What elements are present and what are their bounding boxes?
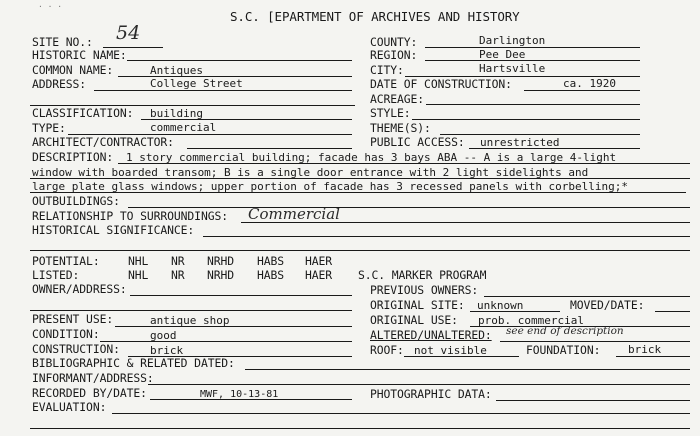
- listed-nr: NR: [171, 268, 185, 282]
- bibliographic-label: BIBLIOGRAPHIC & RELATED DATED:: [32, 356, 235, 370]
- description-line-3: large plate glass windows; upper portion of facade has 3 recessed panels with corbelling;*: [32, 180, 629, 193]
- altered-label: ALTERED/UNALTERED:: [370, 328, 492, 342]
- potential-nr: NR: [171, 254, 185, 268]
- type-value: commercial: [150, 121, 217, 134]
- date-value: ca. 1920: [563, 77, 616, 90]
- listed-label: LISTED:: [32, 268, 80, 282]
- description-underline-2: [30, 178, 690, 179]
- bibliographic-underline: [245, 369, 690, 370]
- public-access-label: PUBLIC ACCESS:: [370, 135, 465, 149]
- potential-haer: HAER: [305, 254, 333, 268]
- previous-owners-underline: [484, 296, 690, 297]
- relationship-value: Commercial: [248, 205, 340, 223]
- informant-underline: [148, 384, 690, 385]
- acreage-underline: [426, 104, 640, 105]
- recorded-value: MWF, 10-13-81: [200, 389, 279, 400]
- description-line-2: window with boarded transom; B is a single door entrance with 2 light sidelights and: [32, 166, 589, 179]
- foundation-label: FOUNDATION:: [526, 343, 601, 357]
- roof-underline: [404, 356, 519, 357]
- previous-owners-label: PREVIOUS OWNERS:: [370, 283, 479, 297]
- architect-label: ARCHITECT/CONTRACTOR:: [32, 135, 174, 149]
- potential-nrhd: NRHD: [207, 254, 235, 268]
- marker-program-label: S.C. MARKER PROGRAM: [358, 268, 487, 282]
- style-label: STYLE:: [370, 106, 411, 120]
- roof-label: ROOF:: [370, 343, 404, 357]
- listed-nrhd: NRHD: [207, 268, 235, 282]
- date-label: DATE OF CONSTRUCTION:: [370, 77, 512, 91]
- potential-habs: HABS: [257, 254, 285, 268]
- themes-label: THEME(S):: [370, 121, 431, 135]
- form-header: S.C. [EPARTMENT OF ARCHIVES AND HISTORY: [230, 9, 520, 24]
- condition-label: CONDITION:: [32, 327, 100, 341]
- owner-underline: [130, 295, 352, 296]
- classification-underline: [141, 119, 352, 120]
- owner-underline-2: [30, 310, 352, 311]
- original-site-underline: [470, 311, 560, 312]
- original-site-label: ORIGINAL SITE:: [370, 298, 465, 312]
- significance-underline-2: [30, 250, 690, 251]
- scan-speck: · · ·: [38, 2, 63, 11]
- original-use-label: ORIGINAL USE:: [370, 313, 458, 327]
- city-label: CITY:: [370, 63, 404, 77]
- site-no-value: 54: [116, 22, 141, 44]
- listed-habs: HABS: [257, 268, 285, 282]
- owner-label: OWNER/ADDRESS:: [32, 282, 127, 296]
- date-underline: [524, 90, 640, 91]
- significance-underline: [203, 236, 690, 237]
- county-label: COUNTY:: [370, 35, 418, 49]
- present-use-underline: [115, 326, 352, 327]
- altered-value: see end of description: [506, 325, 624, 337]
- public-access-underline: [469, 148, 640, 149]
- outbuildings-underline: [128, 207, 690, 208]
- style-underline: [412, 119, 640, 120]
- description-underline-3: [30, 192, 686, 193]
- recorded-underline: [150, 399, 352, 400]
- informant-label: INFORMANT/ADDRESS:: [32, 371, 154, 385]
- listed-haer: HAER: [305, 268, 333, 282]
- condition-value: good: [150, 329, 177, 342]
- region-label: REGION:: [370, 48, 418, 62]
- construction-label: CONSTRUCTION:: [32, 342, 120, 356]
- description-label: DESCRIPTION:: [32, 150, 114, 164]
- present-use-value: antique shop: [150, 314, 230, 327]
- significance-label: HISTORICAL SIGNIFICANCE:: [32, 223, 195, 237]
- relationship-label: RELATIONSHIP TO SURROUNDINGS:: [32, 209, 228, 223]
- relationship-underline: [241, 222, 690, 223]
- condition-underline: [100, 341, 352, 342]
- county-value: Darlington: [479, 34, 546, 47]
- site-no-label: SITE NO.:: [32, 35, 93, 49]
- outbuildings-label: OUTBUILDINGS:: [32, 194, 120, 208]
- address-underline: [94, 90, 352, 91]
- classification-label: CLASSIFICATION:: [32, 106, 134, 120]
- common-name-value: Antiques: [150, 64, 203, 77]
- classification-value: building: [150, 107, 203, 120]
- type-label: TYPE:: [32, 121, 66, 135]
- themes-underline: [440, 134, 640, 135]
- altered-underline: [500, 341, 690, 342]
- foundation-underline: [616, 356, 690, 357]
- recorded-label: RECORDED BY/DATE:: [32, 386, 147, 400]
- construction-value: brick: [150, 344, 184, 357]
- historic-name-label: HISTORIC NAME:: [32, 48, 127, 62]
- present-use-label: PRESENT USE:: [32, 312, 114, 326]
- description-line-1: 1 story commercial building; facade has 3 bays ABA -- A is a large 4-light: [126, 151, 617, 164]
- historic-name-underline: [127, 60, 352, 61]
- common-name-label: COMMON NAME:: [32, 63, 114, 77]
- region-value: Pee Dee: [479, 48, 526, 61]
- region-underline: [425, 60, 640, 61]
- county-underline: [425, 47, 640, 48]
- evaluation-underline: [112, 413, 690, 414]
- potential-label: POTENTIAL:: [32, 254, 100, 268]
- moved-label: MOVED/DATE:: [570, 298, 645, 312]
- architect-underline: [187, 148, 352, 149]
- roof-value: not visible: [414, 344, 487, 357]
- photographic-underline: [496, 400, 690, 401]
- public-access-value: unrestricted: [480, 136, 560, 149]
- city-value: Hartsville: [479, 62, 546, 75]
- photographic-label: PHOTOGRAPHIC DATA:: [370, 387, 492, 401]
- address-label: ADDRESS:: [32, 77, 87, 91]
- listed-nhl: NHL: [128, 268, 149, 282]
- evaluation-underline-2: [30, 428, 690, 429]
- original-use-value: prob. commercial: [478, 314, 584, 327]
- evaluation-label: EVALUATION:: [32, 400, 107, 414]
- acreage-label: ACREAGE:: [370, 92, 425, 106]
- original-site-value: unknown: [477, 299, 524, 312]
- foundation-value: brick: [628, 343, 662, 356]
- description-underline-1: [118, 163, 690, 164]
- moved-underline: [655, 311, 690, 312]
- address-value: College Street: [150, 77, 243, 90]
- potential-nhl: NHL: [128, 254, 149, 268]
